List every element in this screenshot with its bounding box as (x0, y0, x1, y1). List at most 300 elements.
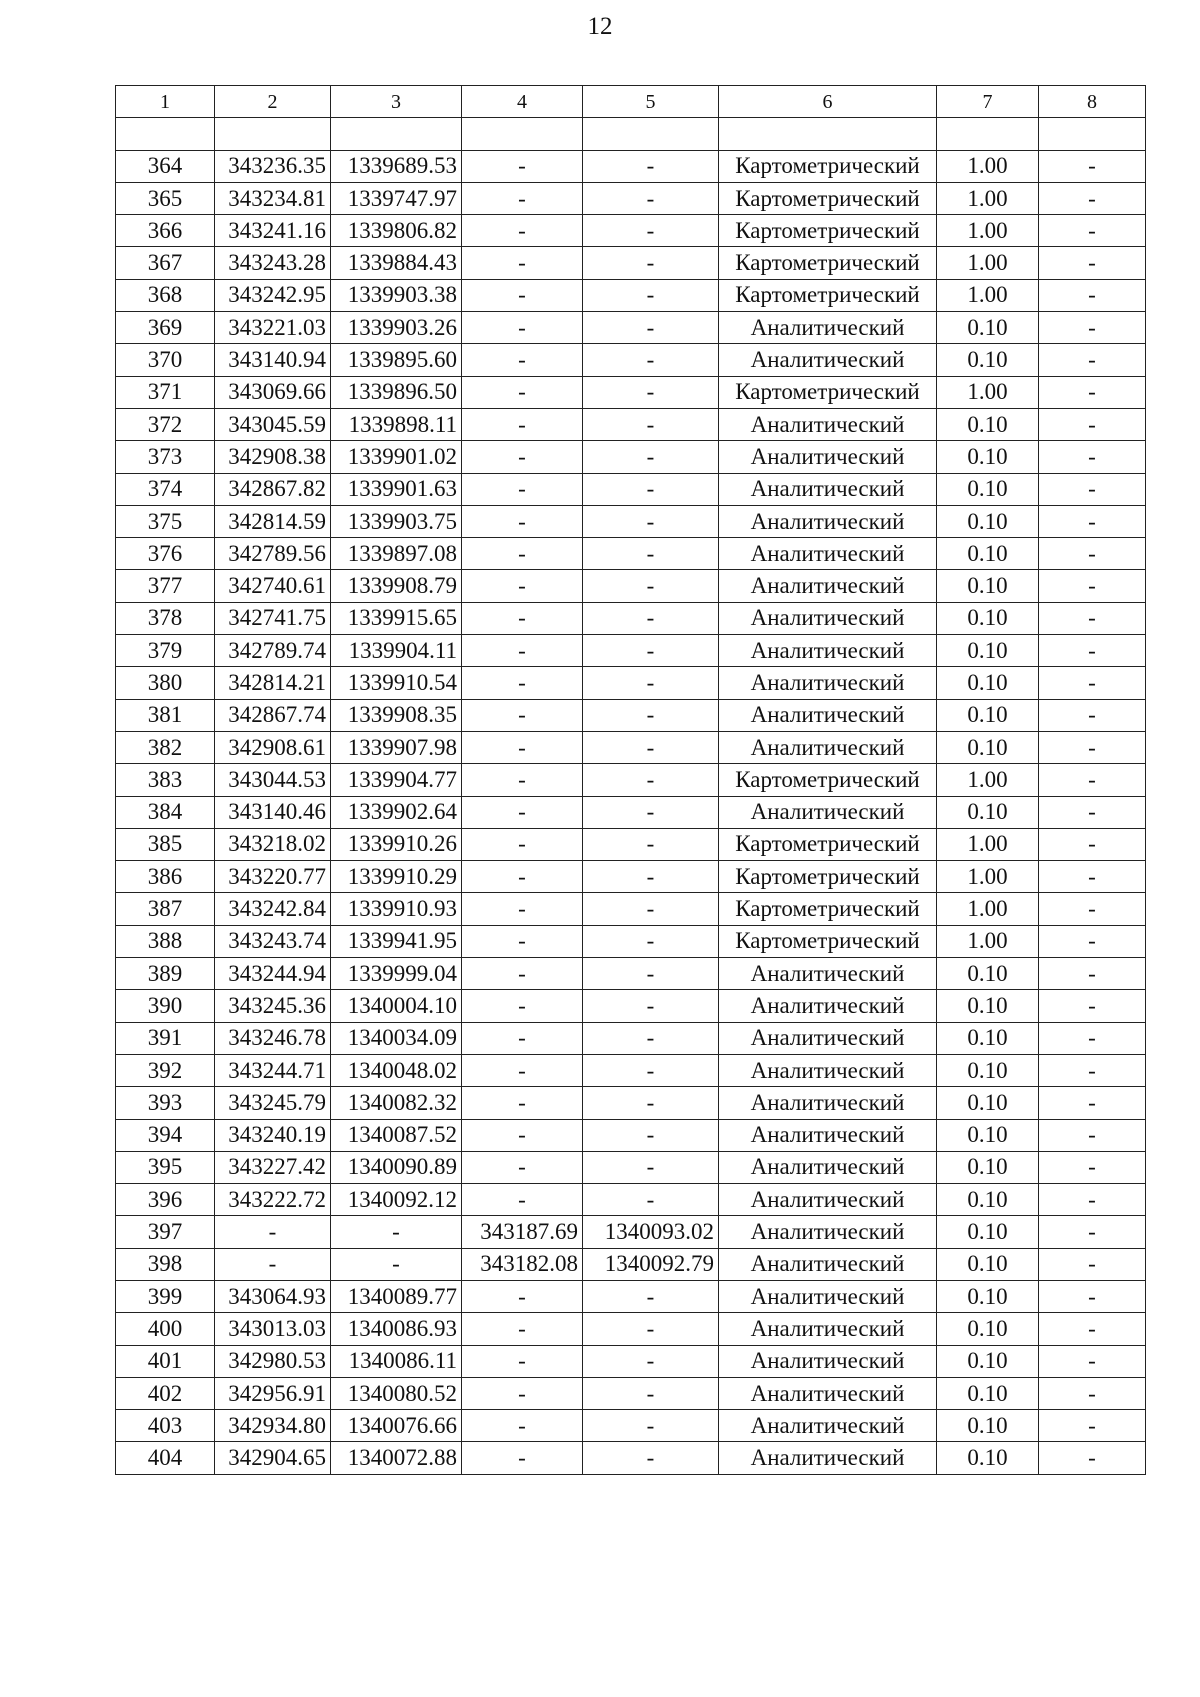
description-cell: - (1039, 279, 1146, 311)
table-row (116, 1119, 1146, 1151)
table-row (116, 1022, 1146, 1054)
y-coord-cell: 1339915.65 (331, 602, 462, 634)
accuracy-cell: 1.00 (937, 376, 1039, 408)
method-cell: Картометрический (719, 764, 937, 796)
method-cell: Аналитический (719, 699, 937, 731)
point-number-cell: 379 (116, 635, 215, 667)
x-coord-cell: - (215, 1248, 331, 1280)
y-new-cell: - (583, 667, 719, 699)
accuracy-cell: 1.00 (937, 215, 1039, 247)
y-coord-cell: 1339898.11 (331, 408, 462, 440)
y-coord-cell: 1340090.89 (331, 1151, 462, 1183)
point-number-cell: 385 (116, 828, 215, 860)
point-number-cell: 383 (116, 764, 215, 796)
x-new-cell: - (462, 1184, 583, 1216)
accuracy-cell: 0.10 (937, 1054, 1039, 1086)
description-cell: - (1039, 215, 1146, 247)
y-new-cell: - (583, 473, 719, 505)
y-coord-cell: 1340034.09 (331, 1022, 462, 1054)
x-new-cell: - (462, 861, 583, 893)
y-new-cell: - (583, 731, 719, 763)
accuracy-cell: 0.10 (937, 699, 1039, 731)
y-coord-cell: 1340048.02 (331, 1054, 462, 1086)
accuracy-cell: 1.00 (937, 764, 1039, 796)
table-row (116, 376, 1146, 408)
x-new-cell: - (462, 1442, 583, 1474)
method-cell: Аналитический (719, 796, 937, 828)
method-cell: Аналитический (719, 1377, 937, 1409)
y-coord-cell: 1339806.82 (331, 215, 462, 247)
point-number-cell: 402 (116, 1377, 215, 1409)
x-new-cell: - (462, 1119, 583, 1151)
method-cell: Картометрический (719, 247, 937, 279)
description-cell: - (1039, 667, 1146, 699)
description-cell: - (1039, 150, 1146, 182)
column-header: 1 (116, 86, 215, 118)
x-new-cell: - (462, 1345, 583, 1377)
y-new-cell: - (583, 1184, 719, 1216)
accuracy-cell: 0.10 (937, 635, 1039, 667)
point-number-cell: 377 (116, 570, 215, 602)
description-cell: - (1039, 990, 1146, 1022)
column-header: 4 (462, 86, 583, 118)
table-row (116, 247, 1146, 279)
y-coord-cell: 1339907.98 (331, 731, 462, 763)
y-coord-cell: - (331, 1248, 462, 1280)
x-new-cell: - (462, 1022, 583, 1054)
description-cell: - (1039, 1119, 1146, 1151)
method-cell: Аналитический (719, 1054, 937, 1086)
description-cell: - (1039, 699, 1146, 731)
x-new-cell: - (462, 408, 583, 440)
point-number-cell: 371 (116, 376, 215, 408)
column-header: 8 (1039, 86, 1146, 118)
description-cell: - (1039, 731, 1146, 763)
method-cell: Аналитический (719, 1119, 937, 1151)
point-number-cell: 364 (116, 150, 215, 182)
x-coord-cell: 342867.74 (215, 699, 331, 731)
point-number-cell: 388 (116, 925, 215, 957)
y-new-cell: - (583, 1313, 719, 1345)
method-cell: Аналитический (719, 473, 937, 505)
column-header: 2 (215, 86, 331, 118)
x-new-cell: - (462, 312, 583, 344)
x-new-cell: - (462, 958, 583, 990)
method-cell: Картометрический (719, 861, 937, 893)
table-row (116, 1345, 1146, 1377)
x-new-cell: - (462, 473, 583, 505)
table-row (116, 1410, 1146, 1442)
y-new-cell: - (583, 893, 719, 925)
y-coord-cell: - (331, 1216, 462, 1248)
y-coord-cell: 1340072.88 (331, 1442, 462, 1474)
accuracy-cell: 0.10 (937, 958, 1039, 990)
accuracy-cell: 1.00 (937, 279, 1039, 311)
point-number-cell: 378 (116, 602, 215, 634)
table-row (116, 861, 1146, 893)
table-row (116, 538, 1146, 570)
x-coord-cell: - (215, 1216, 331, 1248)
blank-cell (583, 118, 719, 150)
table-row (116, 796, 1146, 828)
x-coord-cell: 343245.79 (215, 1087, 331, 1119)
x-coord-cell: 343243.74 (215, 925, 331, 957)
table-row (116, 1087, 1146, 1119)
y-coord-cell: 1339910.26 (331, 828, 462, 860)
y-coord-cell: 1340089.77 (331, 1280, 462, 1312)
y-new-cell: - (583, 376, 719, 408)
x-new-cell: - (462, 215, 583, 247)
column-header: 7 (937, 86, 1039, 118)
table-row (116, 312, 1146, 344)
x-coord-cell: 342980.53 (215, 1345, 331, 1377)
method-cell: Аналитический (719, 1442, 937, 1474)
x-new-cell: - (462, 1087, 583, 1119)
page-number: 12 (587, 13, 613, 40)
accuracy-cell: 0.10 (937, 1119, 1039, 1151)
description-cell: - (1039, 602, 1146, 634)
x-coord-cell: 342789.56 (215, 538, 331, 570)
point-number-cell: 374 (116, 473, 215, 505)
blank-cell (331, 118, 462, 150)
y-new-cell: 1340092.79 (583, 1248, 719, 1280)
blank-cell (116, 118, 215, 150)
accuracy-cell: 0.10 (937, 344, 1039, 376)
y-coord-cell: 1339908.35 (331, 699, 462, 731)
y-coord-cell: 1340092.12 (331, 1184, 462, 1216)
method-cell: Аналитический (719, 312, 937, 344)
table-row (116, 1248, 1146, 1280)
y-new-cell: - (583, 247, 719, 279)
table-row (116, 473, 1146, 505)
y-new-cell: 1340093.02 (583, 1216, 719, 1248)
method-cell: Аналитический (719, 505, 937, 537)
method-cell: Аналитический (719, 1345, 937, 1377)
method-cell: Аналитический (719, 1410, 937, 1442)
x-coord-cell: 342904.65 (215, 1442, 331, 1474)
y-new-cell: - (583, 958, 719, 990)
y-coord-cell: 1339910.29 (331, 861, 462, 893)
description-cell: - (1039, 1151, 1146, 1183)
table-row (116, 1151, 1146, 1183)
table-row (116, 764, 1146, 796)
point-number-cell: 369 (116, 312, 215, 344)
point-number-cell: 404 (116, 1442, 215, 1474)
y-coord-cell: 1340080.52 (331, 1377, 462, 1409)
y-coord-cell: 1339904.11 (331, 635, 462, 667)
x-new-cell: - (462, 150, 583, 182)
x-coord-cell: 342956.91 (215, 1377, 331, 1409)
y-coord-cell: 1339689.53 (331, 150, 462, 182)
accuracy-cell: 0.10 (937, 602, 1039, 634)
y-new-cell: - (583, 1151, 719, 1183)
method-cell: Картометрический (719, 150, 937, 182)
description-cell: - (1039, 1442, 1146, 1474)
x-new-cell: - (462, 376, 583, 408)
x-new-cell: - (462, 925, 583, 957)
x-new-cell: 343182.08 (462, 1248, 583, 1280)
accuracy-cell: 0.10 (937, 1087, 1039, 1119)
column-header: 3 (331, 86, 462, 118)
x-coord-cell: 343013.03 (215, 1313, 331, 1345)
method-cell: Аналитический (719, 990, 937, 1022)
point-number-cell: 401 (116, 1345, 215, 1377)
y-new-cell: - (583, 1119, 719, 1151)
x-new-cell: - (462, 344, 583, 376)
x-coord-cell: 342741.75 (215, 602, 331, 634)
method-cell: Аналитический (719, 731, 937, 763)
y-new-cell: - (583, 828, 719, 860)
accuracy-cell: 0.10 (937, 1313, 1039, 1345)
y-coord-cell: 1340087.52 (331, 1119, 462, 1151)
point-number-cell: 366 (116, 215, 215, 247)
header-row (116, 86, 1146, 118)
method-cell: Аналитический (719, 1216, 937, 1248)
x-new-cell: - (462, 1377, 583, 1409)
description-cell: - (1039, 570, 1146, 602)
description-cell: - (1039, 312, 1146, 344)
x-coord-cell: 343241.16 (215, 215, 331, 247)
y-new-cell: - (583, 150, 719, 182)
x-coord-cell: 343045.59 (215, 408, 331, 440)
x-new-cell: - (462, 1280, 583, 1312)
table-row (116, 150, 1146, 182)
accuracy-cell: 0.10 (937, 408, 1039, 440)
x-new-cell: - (462, 1410, 583, 1442)
x-new-cell: - (462, 796, 583, 828)
y-coord-cell: 1340086.93 (331, 1313, 462, 1345)
method-cell: Картометрический (719, 376, 937, 408)
description-cell: - (1039, 344, 1146, 376)
table-row (116, 441, 1146, 473)
column-header: 6 (719, 86, 937, 118)
table-row (116, 828, 1146, 860)
accuracy-cell: 0.10 (937, 1345, 1039, 1377)
point-number-cell: 397 (116, 1216, 215, 1248)
blank-cell (937, 118, 1039, 150)
y-coord-cell: 1339910.54 (331, 667, 462, 699)
x-coord-cell: 343220.77 (215, 861, 331, 893)
y-coord-cell: 1339941.95 (331, 925, 462, 957)
description-cell: - (1039, 1087, 1146, 1119)
table-row (116, 1313, 1146, 1345)
description-cell: - (1039, 861, 1146, 893)
y-new-cell: - (583, 538, 719, 570)
point-number-cell: 365 (116, 182, 215, 214)
y-new-cell: - (583, 570, 719, 602)
x-coord-cell: 343221.03 (215, 312, 331, 344)
blank-cell (1039, 118, 1146, 150)
x-new-cell: - (462, 764, 583, 796)
blank-cell (462, 118, 583, 150)
accuracy-cell: 0.10 (937, 505, 1039, 537)
y-new-cell: - (583, 1410, 719, 1442)
description-cell: - (1039, 247, 1146, 279)
y-coord-cell: 1339903.75 (331, 505, 462, 537)
accuracy-cell: 0.10 (937, 1216, 1039, 1248)
accuracy-cell: 0.10 (937, 1410, 1039, 1442)
method-cell: Аналитический (719, 1313, 937, 1345)
y-coord-cell: 1339896.50 (331, 376, 462, 408)
point-number-cell: 370 (116, 344, 215, 376)
point-number-cell: 389 (116, 958, 215, 990)
accuracy-cell: 0.10 (937, 1022, 1039, 1054)
x-coord-cell: 343236.35 (215, 150, 331, 182)
y-new-cell: - (583, 279, 719, 311)
description-cell: - (1039, 1054, 1146, 1086)
table-row (116, 505, 1146, 537)
method-cell: Аналитический (719, 667, 937, 699)
x-coord-cell: 343244.71 (215, 1054, 331, 1086)
description-cell: - (1039, 376, 1146, 408)
table-row (116, 699, 1146, 731)
method-cell: Аналитический (719, 570, 937, 602)
point-number-cell: 373 (116, 441, 215, 473)
method-cell: Картометрический (719, 893, 937, 925)
x-coord-cell: 342740.61 (215, 570, 331, 602)
description-cell: - (1039, 796, 1146, 828)
description-cell: - (1039, 408, 1146, 440)
y-new-cell: - (583, 764, 719, 796)
point-number-cell: 386 (116, 861, 215, 893)
y-coord-cell: 1339903.26 (331, 312, 462, 344)
description-cell: - (1039, 505, 1146, 537)
y-new-cell: - (583, 635, 719, 667)
method-cell: Картометрический (719, 925, 937, 957)
x-new-cell: - (462, 1054, 583, 1086)
point-number-cell: 400 (116, 1313, 215, 1345)
point-number-cell: 387 (116, 893, 215, 925)
method-cell: Аналитический (719, 1087, 937, 1119)
y-coord-cell: 1339902.64 (331, 796, 462, 828)
accuracy-cell: 0.10 (937, 1248, 1039, 1280)
table-row (116, 1184, 1146, 1216)
y-coord-cell: 1340086.11 (331, 1345, 462, 1377)
table-row (116, 279, 1146, 311)
accuracy-cell: 0.10 (937, 473, 1039, 505)
x-coord-cell: 343244.94 (215, 958, 331, 990)
description-cell: - (1039, 635, 1146, 667)
accuracy-cell: 0.10 (937, 796, 1039, 828)
table-row (116, 215, 1146, 247)
x-new-cell: - (462, 602, 583, 634)
point-number-cell: 399 (116, 1280, 215, 1312)
description-cell: - (1039, 893, 1146, 925)
description-cell: - (1039, 958, 1146, 990)
point-number-cell: 376 (116, 538, 215, 570)
point-number-cell: 403 (116, 1410, 215, 1442)
table-row (116, 1216, 1146, 1248)
table-row (116, 408, 1146, 440)
method-cell: Аналитический (719, 1184, 937, 1216)
y-new-cell: - (583, 925, 719, 957)
y-coord-cell: 1339908.79 (331, 570, 462, 602)
description-cell: - (1039, 1377, 1146, 1409)
method-cell: Аналитический (719, 441, 937, 473)
blank-cell (719, 118, 937, 150)
method-cell: Аналитический (719, 408, 937, 440)
accuracy-cell: 0.10 (937, 1280, 1039, 1312)
y-new-cell: - (583, 344, 719, 376)
coordinates-table (115, 85, 1146, 1475)
description-cell: - (1039, 1280, 1146, 1312)
description-cell: - (1039, 1248, 1146, 1280)
method-cell: Аналитический (719, 1151, 937, 1183)
method-cell: Аналитический (719, 958, 937, 990)
y-new-cell: - (583, 441, 719, 473)
accuracy-cell: 1.00 (937, 925, 1039, 957)
table-row (116, 1280, 1146, 1312)
method-cell: Аналитический (719, 1280, 937, 1312)
accuracy-cell: 0.10 (937, 538, 1039, 570)
description-cell: - (1039, 1410, 1146, 1442)
accuracy-cell: 0.10 (937, 570, 1039, 602)
y-new-cell: - (583, 1087, 719, 1119)
table-body (116, 86, 1146, 1475)
x-coord-cell: 343222.72 (215, 1184, 331, 1216)
x-new-cell: - (462, 699, 583, 731)
y-coord-cell: 1339884.43 (331, 247, 462, 279)
y-new-cell: - (583, 505, 719, 537)
x-coord-cell: 343242.84 (215, 893, 331, 925)
x-new-cell: - (462, 247, 583, 279)
accuracy-cell: 1.00 (937, 150, 1039, 182)
description-cell: - (1039, 1184, 1146, 1216)
description-cell: - (1039, 1313, 1146, 1345)
method-cell: Аналитический (719, 1022, 937, 1054)
y-coord-cell: 1339895.60 (331, 344, 462, 376)
description-cell: - (1039, 1345, 1146, 1377)
y-coord-cell: 1339747.97 (331, 182, 462, 214)
accuracy-cell: 1.00 (937, 247, 1039, 279)
accuracy-cell: 0.10 (937, 441, 1039, 473)
accuracy-cell: 0.10 (937, 1377, 1039, 1409)
description-cell: - (1039, 764, 1146, 796)
x-coord-cell: 343140.94 (215, 344, 331, 376)
y-coord-cell: 1339901.63 (331, 473, 462, 505)
blank-cell (215, 118, 331, 150)
point-number-cell: 375 (116, 505, 215, 537)
x-coord-cell: 343140.46 (215, 796, 331, 828)
y-new-cell: - (583, 1345, 719, 1377)
table-row (116, 1377, 1146, 1409)
description-cell: - (1039, 473, 1146, 505)
method-cell: Картометрический (719, 215, 937, 247)
x-coord-cell: 342814.21 (215, 667, 331, 699)
y-new-cell: - (583, 312, 719, 344)
table-row (116, 990, 1146, 1022)
y-new-cell: - (583, 408, 719, 440)
x-new-cell: - (462, 828, 583, 860)
method-cell: Аналитический (719, 602, 937, 634)
description-cell: - (1039, 925, 1146, 957)
method-cell: Аналитический (719, 1248, 937, 1280)
point-number-cell: 367 (116, 247, 215, 279)
accuracy-cell: 0.10 (937, 1442, 1039, 1474)
table-row (116, 667, 1146, 699)
point-number-cell: 392 (116, 1054, 215, 1086)
x-new-cell: - (462, 731, 583, 763)
x-new-cell: - (462, 1313, 583, 1345)
x-coord-cell: 343243.28 (215, 247, 331, 279)
x-new-cell: 343187.69 (462, 1216, 583, 1248)
y-new-cell: - (583, 182, 719, 214)
x-coord-cell: 343227.42 (215, 1151, 331, 1183)
point-number-cell: 381 (116, 699, 215, 731)
y-new-cell: - (583, 1377, 719, 1409)
table-row (116, 570, 1146, 602)
blank-row (116, 118, 1146, 150)
